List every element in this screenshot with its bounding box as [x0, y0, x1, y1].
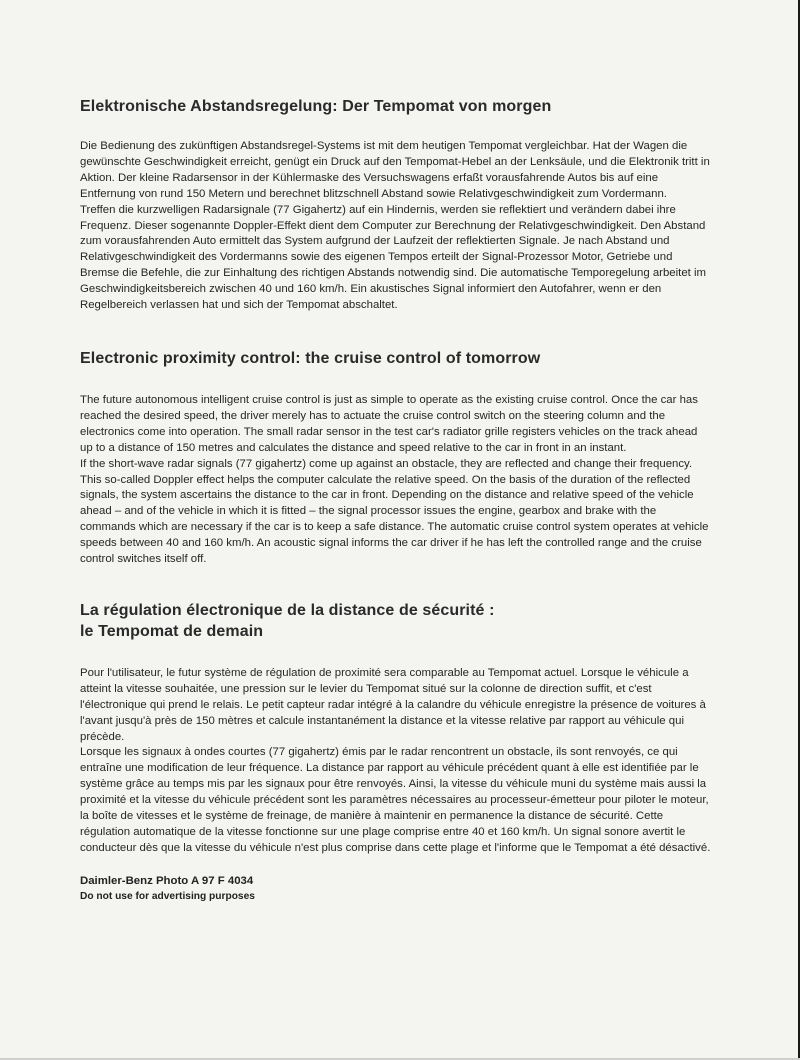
- usage-note: Do not use for advertising purposes: [80, 890, 255, 902]
- german-paragraph-2: Treffen die kurzwelligen Radarsignale (77 Gigahertz) auf ein Hindernis, werden sie reflektiert und verändern dabei ihre Frequenz. Dieser sogenannte Doppler-Effekt dient dem Computer zur Berechnung der Relativgeschwindigkeit. Den Abstand zum vorausfahrenden Auto ermittelt das System aufgrund der Laufzeit der reflektierten Signale. Je nach Abstand und Relativgeschwindigkeit des Vordermanns sowie des eigenen Tempos erteilt der Signal-Prozessor Motor, Getriebe und Bremse die Befehle, die zur Einhaltung des richtigen Abstands notwendig sind. Die automatische Temporegelung arbeitet im Geschwindigkeitsbereich zwischen 40 und 160 km/h. Ein akustisches Signal informiert den Autofahrer, wenn er den Regelbereich verlassen hat und sich der Tempomat abschaltet.: [80, 203, 707, 312]
- french-heading-line-2: le Tempomat de demain: [80, 622, 264, 640]
- photo-credit-footer: [80, 873, 712, 905]
- french-paragraph-2: Lorsque les signaux à ondes courtes (77 gigahertz) émis par le radar rencontrent un obstacle, ils sont renvoyés, ce qui entraîne une modification de leur fréquence. La distance par rapport au véhicule précédent quant à elle est identifiée par le système grâce au temps mis par les signaux pour être renvoyés. Ainsi, la vitesse du véhicule muni du système mais aussi la proximité et la vitesse du véhicule précédent sont les paramètres nécessaires au processeur-émetteur pour piloter le moteur, la boîte de vitesses et le système de freinage, de manière à maintenir en permanence la distance de sécurité. Cette régulation automatique de la vitesse fonctionne sur une plage comprise entre 40 et 160 km/h. Un signal sonore avertit le conducteur dès que la vitesse du véhicule n'est plus comprise dans cette plage et l'informe que le Tempomat a été désactivé.: [80, 746, 711, 854]
- french-paragraph-1: Pour l'utilisateur, le futur système de régulation de proximité sera comparable au Tempomat actuel. Lorsque le véhicule a atteint la vitesse souhaitée, une pression sur le levier du Tempomat situé sur la colonne de direction suffit, et c'est l'électronique qui prend le relais. Le petit capteur radar intégré à la calandre du véhicule enregistre la présence de voitures à l'avant jusqu'à près de 150 mètres et calcule instantanément la distance et la vitesse relative par rapport au véhicule qui précède.: [80, 666, 706, 743]
- english-paragraph-2: If the short-wave radar signals (77 gigahertz) come up against an obstacle, they are reflected and change their frequency. This so-called Doppler effect helps the computer calculate the relative speed. On the basis of the duration of the reflected signals, the system ascertains the distance to the car in front. Depending on the distance and relative speed of the vehicle ahead – and of the vehicle in which it is fitted – the signal processor issues the engine, gearbox and brake with the commands which are necessary if the car is to keep a safe distance. The automatic cruise control system operates at vehicle speeds between 40 and 160 km/h. An acoustic signal informs the car driver if he has left the controlled range and the cruise control switches itself off.: [80, 457, 709, 566]
- english-heading: Electronic proximity control: the cruise control of tomorrow: [80, 349, 541, 367]
- photo-credit: Daimler-Benz Photo A 97 F 4034: [80, 874, 254, 887]
- german-section: [80, 96, 712, 314]
- english-paragraph-1: The future autonomous intelligent cruise control is just as simple to operate as the existing cruise control. Once the car has reached the desired speed, the driver merely has to actuate the cruise control switch on the steering column and the electronics come into operation. The small radar sensor in the test car's radiator grille registers vehicles on the track ahead up to a distance of 150 metres and calculates the distance and speed relative to the car in front in an instant.: [80, 393, 698, 454]
- document-content: [80, 96, 712, 905]
- french-section: [80, 600, 712, 857]
- french-heading: [80, 600, 712, 642]
- german-heading: Elektronische Abstandsregelung: Der Tempomat von morgen: [80, 98, 552, 115]
- french-heading-line-1: La régulation électronique de la distance de sécurité :: [80, 601, 495, 619]
- english-section: [80, 348, 712, 568]
- german-paragraph-1: Die Bedienung des zukünftigen Abstandsregel-Systems ist mit dem heutigen Tempomat vergleichbar. Hat der Wagen die gewünschte Geschwindigkeit erreicht, genügt ein Druck auf den Tempomat-Hebel an der Lenksäule, und die Elektronik tritt in Aktion. Der kleine Radarsensor in der Kühlermaske des Versuchswagens erfaßt vorausfahrende Autos bis auf eine Entfernung von rund 150 Metern und berechnet blitzschnell Abstand sowie Relativgeschwindigkeit zum Vordermann.: [80, 140, 710, 200]
